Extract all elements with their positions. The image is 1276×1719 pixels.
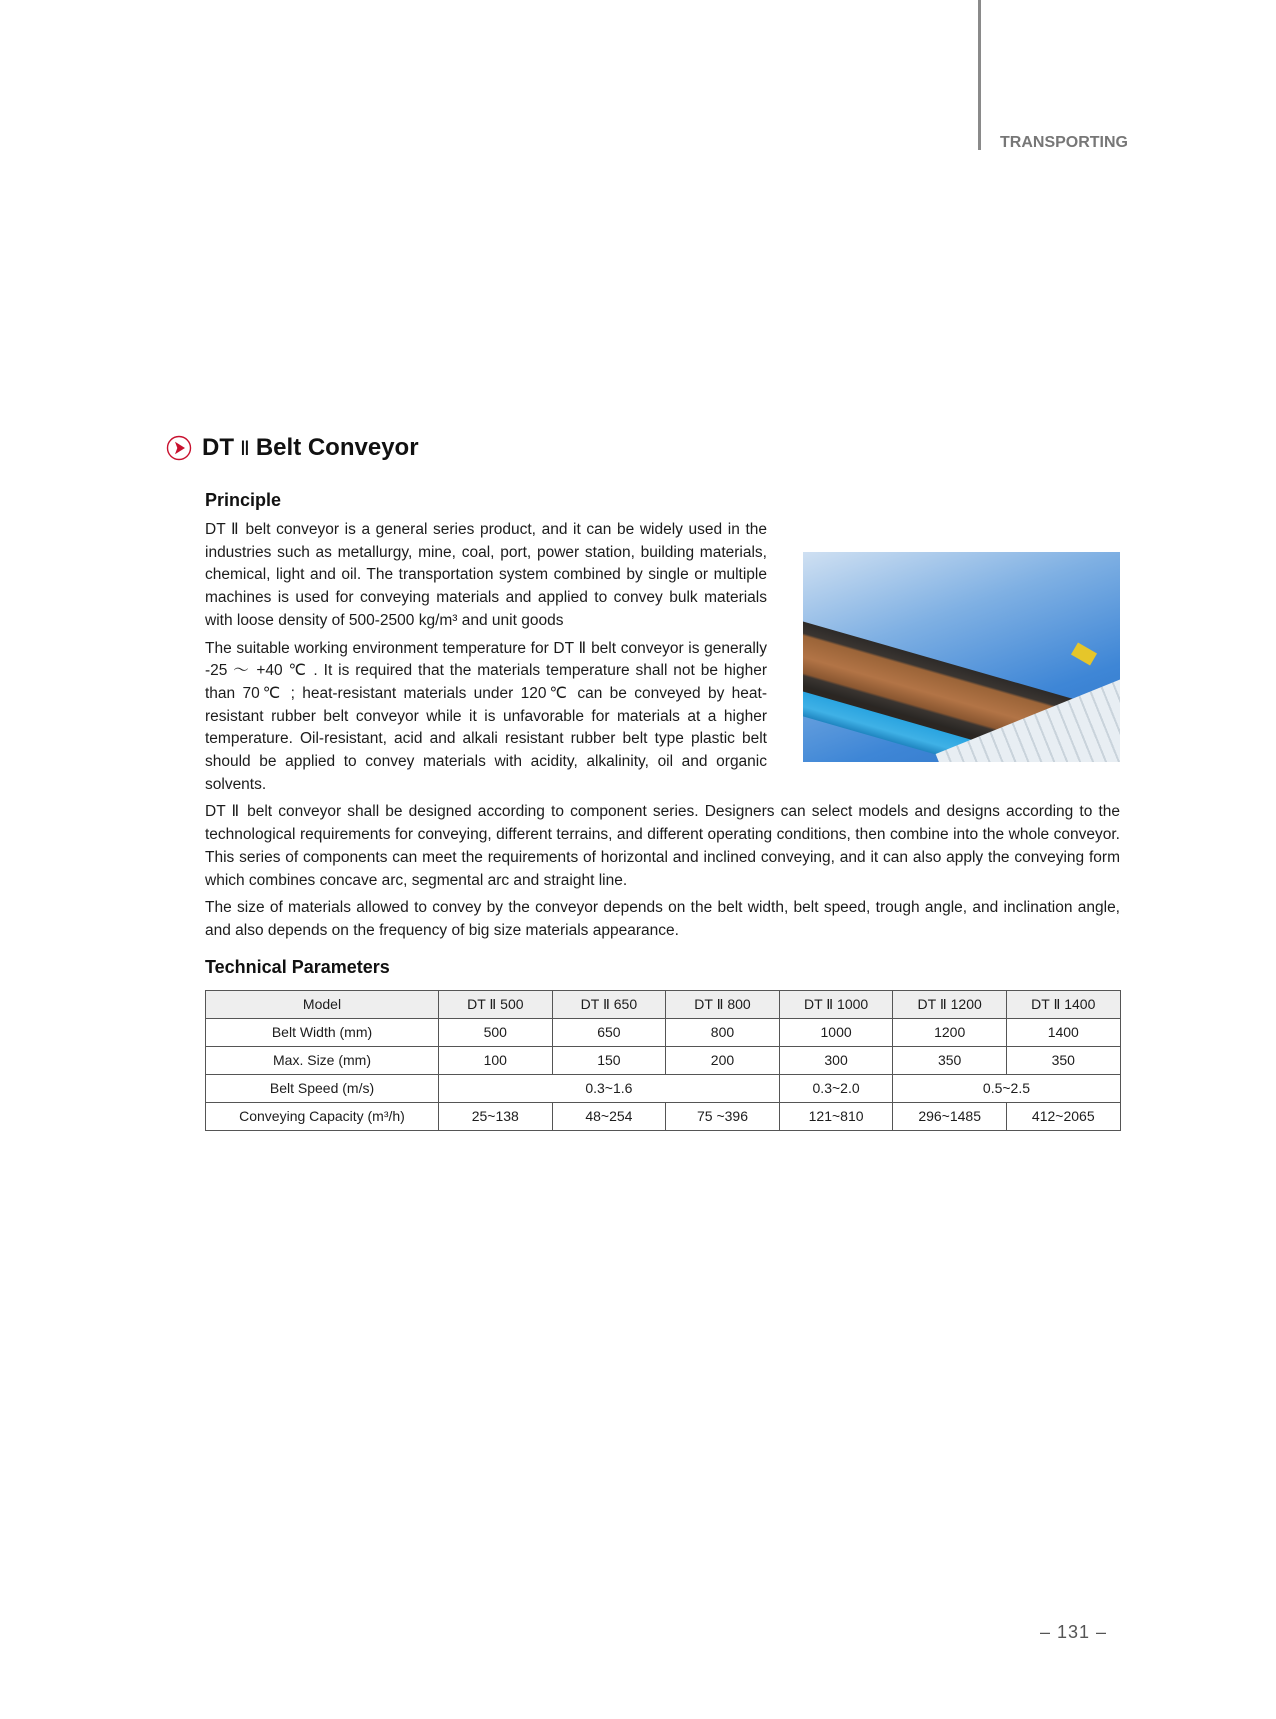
header-cell: DT Ⅱ 800 [666, 990, 780, 1018]
table-cell: 0.3~2.0 [779, 1074, 893, 1102]
header-cell: Model [206, 990, 439, 1018]
table-row-max-size [206, 1046, 1121, 1074]
table-cell: 300 [779, 1046, 893, 1074]
play-circle-icon [166, 435, 192, 461]
table-cell: 0.3~1.6 [439, 1074, 780, 1102]
page-title [166, 434, 419, 462]
table-cell: 350 [1006, 1046, 1120, 1074]
table-cell: 350 [893, 1046, 1007, 1074]
table-row-capacity [206, 1102, 1121, 1130]
header-cell: DT Ⅱ 650 [552, 990, 666, 1018]
header-divider [978, 0, 981, 150]
header-cell: DT Ⅱ 1400 [1006, 990, 1120, 1018]
table-cell: 1400 [1006, 1018, 1120, 1046]
table-header-row [206, 990, 1121, 1018]
table-cell: 650 [552, 1018, 666, 1046]
page-number: – 131 – [1040, 1622, 1108, 1642]
section-label: TRANSPORTING [1000, 134, 1128, 151]
table-cell: 800 [666, 1018, 780, 1046]
table-cell: 500 [439, 1018, 553, 1046]
header-cell: DT Ⅱ 500 [439, 990, 553, 1018]
table-cell: 25~138 [439, 1102, 553, 1130]
title-roman: Ⅱ [240, 438, 250, 460]
technical-parameters-table [205, 990, 1121, 1131]
belt-conveyor-photo [803, 552, 1120, 762]
title-main: Belt Conveyor [255, 434, 419, 461]
principle-paragraph-2: The suitable working environment temperature for DT Ⅱ belt conveyor is generally -25 ～ +40 ℃ . It is required that the materials temperature shall not be higher than 70℃ ; heat-resistant materials under 120℃ can be conveyed by heat-resistant rubber belt conveyor while it is unfavorable for materials at a higher temperature. Oil-resistant, acid and alkali resistant rubber belt type plastic belt should be applied to convey materials with acidity, alkalinity, oil and organic solvents. [205, 639, 767, 793]
title-prefix: DT [202, 434, 234, 461]
header-cell: DT Ⅱ 1200 [893, 990, 1007, 1018]
table-cell: 0.5~2.5 [893, 1074, 1120, 1102]
table-cell: 1000 [779, 1018, 893, 1046]
table-row-belt-width [206, 1018, 1121, 1046]
row-label: Max. Size (mm) [206, 1046, 439, 1074]
title-text [202, 434, 419, 462]
table-cell: 412~2065 [1006, 1102, 1120, 1130]
principle-paragraph-1: DT Ⅱ belt conveyor is a general series product, and it can be widely used in the industries such as metallurgy, mine, coal, port, power station, building materials, chemical, light and oil. The transportation system combined by single or multiple machines is used for conveying materials and applied to convey bulk materials with loose density of 500-2500 kg/m³ and unit goods [205, 521, 767, 629]
principle-paragraph-3: DT Ⅱ belt conveyor shall be designed according to component series. Designers can select models and designs according to the technological requirements for conveying, different terrains, and different operating conditions, then combine into the whole conveyor. This series of components can meet the requirements of horizontal and inclined conveying, and it can also apply the conveying form which combines concave arc, segmental arc and straight line. [205, 803, 1120, 889]
row-label: Conveying Capacity (m³/h) [206, 1102, 439, 1130]
table-cell: 296~1485 [893, 1102, 1007, 1130]
row-label: Belt Width (mm) [206, 1018, 439, 1046]
principle-heading: Principle [205, 490, 282, 510]
table-cell: 121~810 [779, 1102, 893, 1130]
row-label: Belt Speed (m/s) [206, 1074, 439, 1102]
main-content [205, 490, 1120, 1131]
table-cell: 200 [666, 1046, 780, 1074]
technical-heading: Technical Parameters [205, 956, 390, 977]
table-cell: 48~254 [552, 1102, 666, 1130]
table-cell: 100 [439, 1046, 553, 1074]
table-cell: 75 ~396 [666, 1102, 780, 1130]
table-cell: 150 [552, 1046, 666, 1074]
principle-paragraph-4: The size of materials allowed to convey by the conveyor depends on the belt width, belt speed, trough angle, and inclination angle, and also depends on the frequency of big size materials appearance. [205, 899, 1120, 939]
table-cell: 1200 [893, 1018, 1007, 1046]
header-cell: DT Ⅱ 1000 [779, 990, 893, 1018]
table-row-belt-speed [206, 1074, 1121, 1102]
